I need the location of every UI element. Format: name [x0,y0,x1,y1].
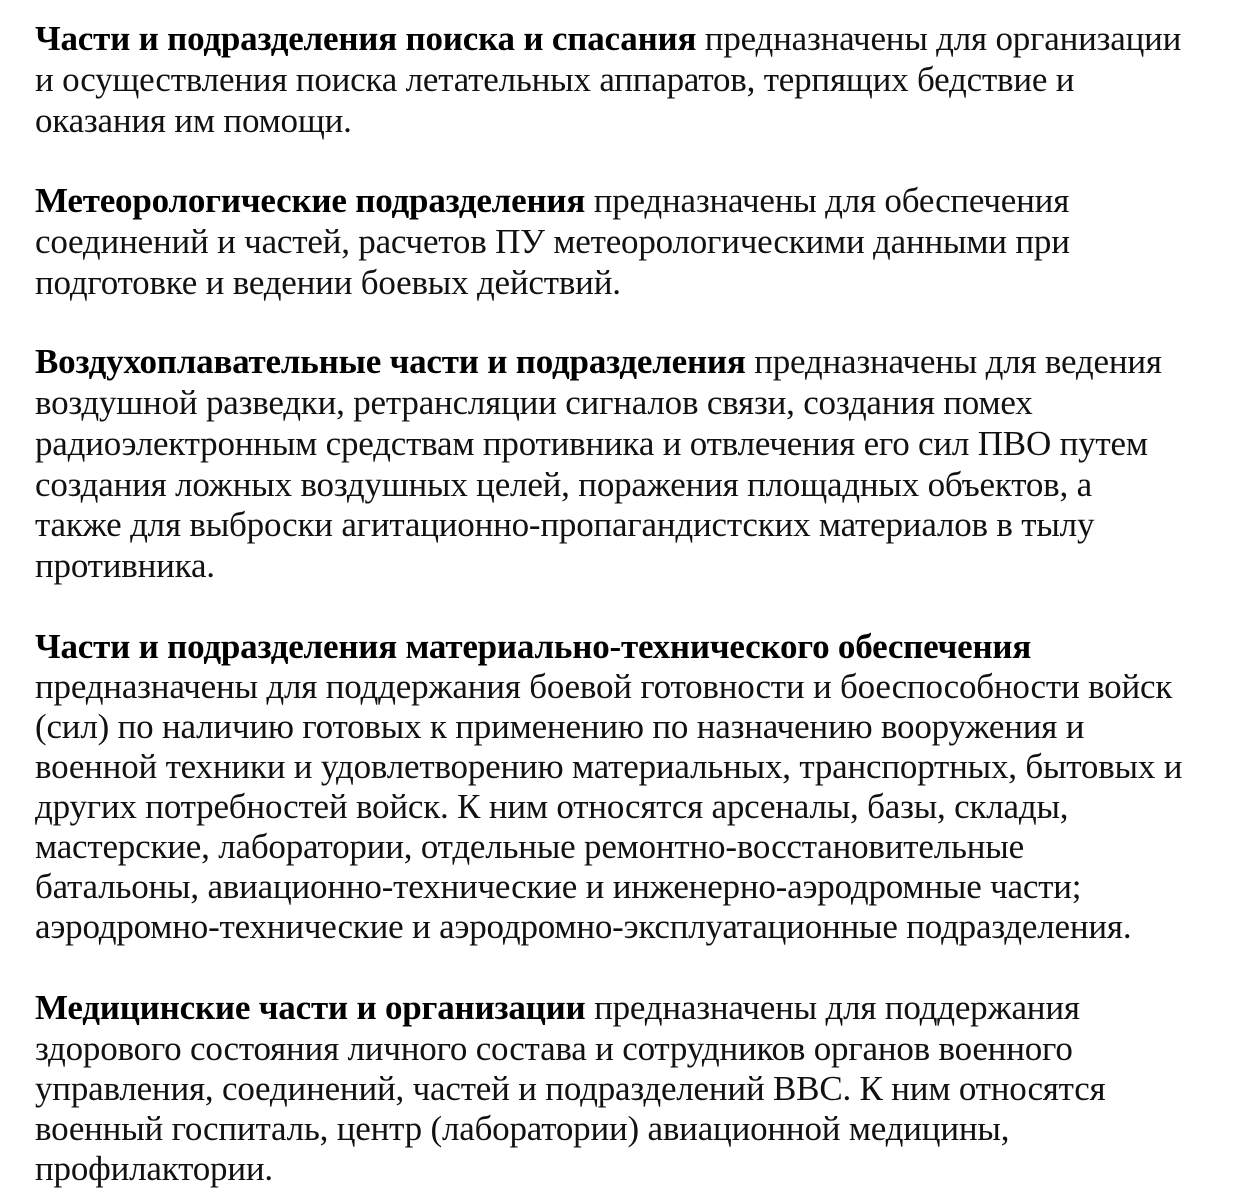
bold-term: Части и подразделения поиска и спасания [35,19,697,58]
text-line: радиоэлектронным средствам противника и отвлечения его сил ПВО путем [35,424,1148,463]
bold-term: Медицинские части и организации [35,988,586,1027]
text-line: Метеорологические подразделения предназначены для обеспечения [35,181,1070,220]
text-line: оказания им помощи. [35,101,352,140]
text-line: создания ложных воздушных целей, поражения площадных объектов, а [35,465,1092,504]
text-line: подготовке и ведении боевых действий. [35,263,621,302]
bold-term: Метеорологические подразделения [35,181,586,220]
text-line: предназначены для поддержания боевой готовности и боеспособности войск [35,667,1173,706]
text-line: Части и подразделения поиска и спасания предназначены для организации [35,19,1182,58]
text-line: также для выброски агитационно-пропагандистских материалов в тылу [35,505,1095,544]
text-line: и осуществления поиска летательных аппаратов, терпящих бедствие и [35,60,1075,99]
text-line: здорового состояния личного состава и сотрудников органов военного [35,1029,1073,1068]
text-line: Медицинские части и организации предназначены для поддержания [35,988,1080,1027]
bold-term: Части и подразделения материально-технического обеспечения [35,627,1032,666]
text-line: Воздухоплавательные части и подразделения предназначены для ведения [35,342,1162,381]
bold-term: Воздухоплавательные части и подразделения [35,342,746,381]
text-line: военной техники и удовлетворению материальных, транспортных, бытовых и [35,747,1183,786]
text-line: соединений и частей, расчетов ПУ метеорологическими данными при [35,222,1070,261]
text-line: профилактории. [35,1149,273,1188]
text-line: аэродромно-технические и аэродромно-эксплуатационные подразделения. [35,907,1132,946]
text-line: мастерские, лаборатории, отдельные ремонтно-восстановительные [35,827,1024,866]
text-line: батальоны, авиационно-технические и инженерно-аэродромные части; [35,867,1082,906]
text-line: воздушной разведки, ретрансляции сигналов связи, создания помех [35,383,1033,422]
text-line: управления, соединений, частей и подразделений ВВС. К ним относятся [35,1069,1106,1108]
text-line [35,627,1031,667]
text-line: военный госпиталь, центр (лаборатории) авиационной медицины, [35,1109,1010,1148]
text-line: (сил) по наличию готовых к применению по назначению вооружения и [35,707,1085,746]
text-line: противника. [35,546,215,585]
text-line: других потребностей войск. К ним относятся арсеналы, базы, склады, [35,787,1069,826]
